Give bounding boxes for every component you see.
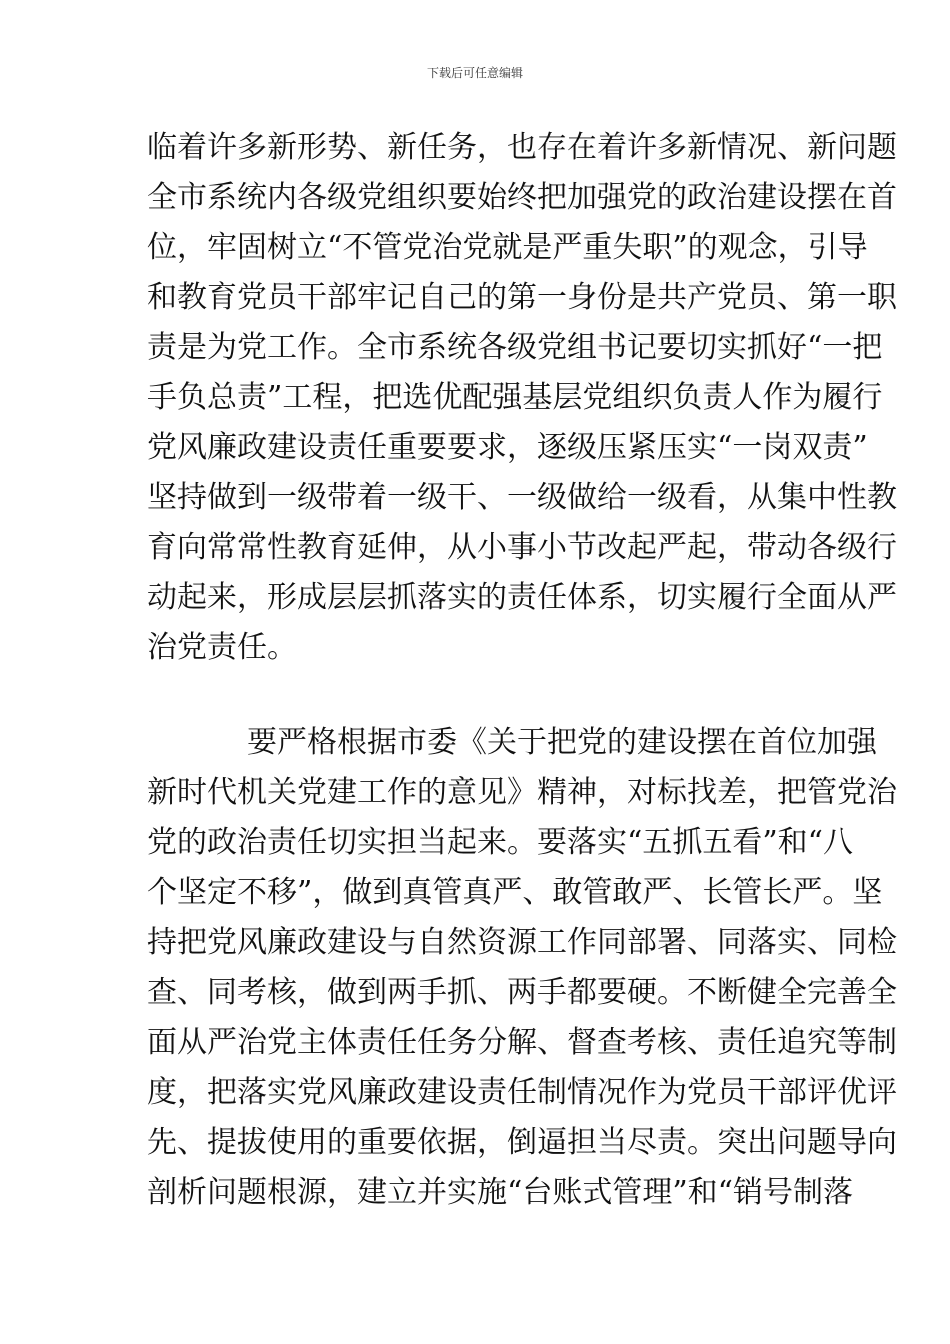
paragraph-line: 手负总责”工程，把选优配强基层党组织负责人作为履行: [147, 380, 883, 415]
paragraph-line: 要严格根据市委《关于把党的建设摆在首位加强: [247, 725, 877, 760]
paragraph-line: 新时代机关党建工作的意见》精神，对标找差，把管党治: [147, 775, 897, 810]
paragraph-line: 查、同考核，做到两手抓、两手都要硬。不断健全完善全: [147, 975, 897, 1010]
paragraph-1: [147, 123, 897, 673]
paragraph-line: 先、提拔使用的重要依据，倒逼担当尽责。突出问题导向: [147, 1125, 897, 1160]
paragraph-line: 持把党风廉政建设与自然资源工作同部署、同落实、同检: [147, 925, 897, 960]
paragraph-line: 剖析问题根源，建立并实施“台账式管理”和“销号制落: [147, 1175, 854, 1210]
paragraph-line: 和教育党员干部牢记自己的第一身份是共产党员、第一职: [147, 280, 897, 315]
paragraph-line: 育向常常性教育延伸，从小事小节改起严起，带动各级行: [147, 530, 897, 565]
paragraph-line: 度，把落实党风廉政建设责任制情况作为党员干部评优评: [147, 1075, 897, 1110]
paragraph-line: 面从严治党主体责任任务分解、督查考核、责任追究等制: [147, 1025, 897, 1060]
paragraph-line: 全市系统内各级党组织要始终把加强党的政治建设摆在首: [147, 180, 897, 215]
paragraph-line: 党风廉政建设责任重要要求，逐级压紧压实“一岗双责”: [147, 430, 868, 465]
paragraph-line: 治党责任。: [147, 630, 297, 665]
page-header-note: 下载后可任意编辑: [426, 66, 523, 80]
paragraph-line: 临着许多新形势、新任务，也存在着许多新情况、新问题: [147, 130, 897, 165]
paragraph-2: [147, 718, 897, 1218]
paragraph-line: 坚持做到一级带着一级干、一级做给一级看，从集中性教: [147, 480, 897, 515]
paragraph-line: 个坚定不移”，做到真管真严、敢管敢严、长管长严。坚: [147, 875, 883, 910]
paragraph-line: 位，牢固树立“不管党治党就是严重失职”的观念，引导: [147, 230, 868, 265]
paragraph-line: 动起来，形成层层抓落实的责任体系，切实履行全面从严: [147, 580, 897, 615]
paragraph-line: 责是为党工作。全市系统各级党组书记要切实抓好“一把: [147, 330, 883, 365]
paragraph-line: 党的政治责任切实担当起来。要落实“五抓五看”和“八: [147, 825, 854, 860]
